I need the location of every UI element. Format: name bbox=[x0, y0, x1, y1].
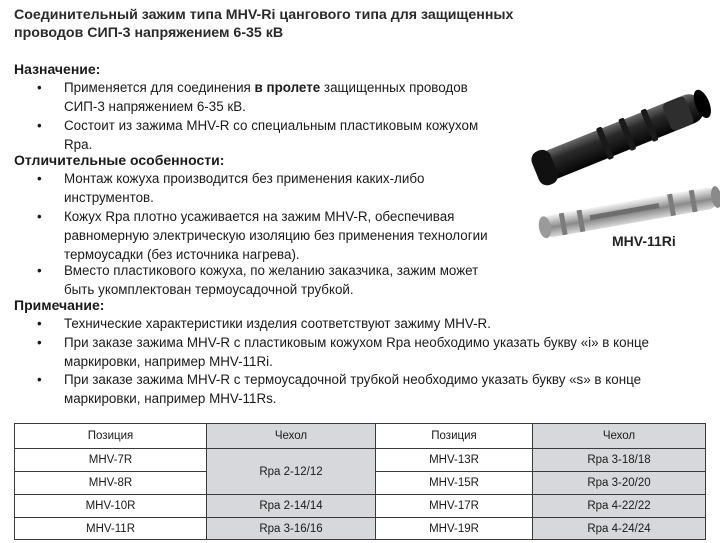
metal-clamp-image bbox=[537, 185, 720, 239]
bullet-glyph: • bbox=[37, 171, 42, 186]
table-cell-position: MHV-17R bbox=[376, 495, 533, 518]
table-cell-position: MHV-7R bbox=[15, 449, 207, 472]
features-item-1 bbox=[64, 169, 424, 207]
features-item-1-line2: инструментов. bbox=[64, 190, 154, 205]
notes-item-1-line1: Технические характеристики изделия соответствуют зажиму MHV-R. bbox=[64, 316, 491, 331]
features-item-3-line1: Вместо пластикового кожуха, по желанию заказчика, зажим может bbox=[64, 263, 479, 278]
table-cell-cover: Rpa 4-22/22 bbox=[533, 495, 705, 518]
table-cell-position: MHV-10R bbox=[15, 495, 207, 518]
table-cell-cover: Rpa 4-24/24 bbox=[533, 518, 705, 539]
product-image bbox=[520, 40, 720, 240]
features-item-1-line1: Монтаж кожуха производится без применения каких-либо bbox=[64, 171, 425, 186]
bullet-glyph: • bbox=[37, 263, 42, 278]
table-cell-cover: Rpa 3-18/18 bbox=[533, 449, 705, 472]
bullet-glyph: • bbox=[37, 372, 42, 387]
notes-heading: Примечание: bbox=[14, 297, 105, 313]
notes-item-3-line2: маркировки, например MHV-11Rs. bbox=[64, 391, 277, 406]
features-item-3 bbox=[64, 261, 478, 299]
purpose-heading: Назначение: bbox=[14, 61, 101, 77]
features-heading: Отличительные особенности: bbox=[14, 152, 225, 168]
bullet-glyph: • bbox=[37, 118, 42, 133]
purpose-item-1-bold: в пролете bbox=[254, 80, 321, 95]
features-item-2-line3: термоусадки (без источника нагрева). bbox=[64, 247, 300, 262]
product-label: MHV-11Ri bbox=[612, 233, 676, 249]
table-header: Позиция bbox=[15, 424, 207, 449]
notes-item-2 bbox=[64, 333, 649, 371]
table-cell-cover: Rpa 2-12/12 bbox=[207, 449, 376, 495]
table-cell-cover: Rpa 2-14/14 bbox=[207, 495, 376, 518]
page-title: Соединительный зажим типа MHV-Ri цангового типа для защищенных проводов СИП-3 напряжением 6-35 кВ bbox=[14, 7, 514, 41]
purpose-item-1-pre: Применяется для соединения bbox=[64, 80, 255, 95]
notes-item-2-line1: При заказе зажима MHV-R с пластиковым кожухом Rpa необходимо указать букву «i» в конце bbox=[64, 335, 649, 350]
notes-item-2-line2: маркировки, например MHV-11Ri. bbox=[64, 354, 273, 369]
purpose-item-1 bbox=[64, 78, 468, 116]
table-cell-position: MHV-15R bbox=[376, 472, 533, 495]
features-item-2-line1: Кожух Rpa плотно усаживается на зажим MHV-R, обеспечивая bbox=[64, 209, 455, 224]
features-item-3-line2: быть укомплектован термоусадочной трубкой. bbox=[64, 282, 354, 297]
purpose-item-2-line1: Состоит из зажима MHV-R со специальным пластиковым кожухом bbox=[64, 118, 479, 133]
purpose-item-2 bbox=[64, 116, 478, 154]
table-cell-position: MHV-13R bbox=[376, 449, 533, 472]
table-header: Чехол bbox=[207, 424, 376, 449]
table-header: Чехол bbox=[533, 424, 705, 449]
table-cell-position: MHV-11R bbox=[15, 518, 207, 539]
covered-clamp-image bbox=[529, 85, 716, 188]
notes-item-3 bbox=[64, 370, 641, 408]
purpose-item-1-line2: СИП-3 напряжением 6-35 кВ. bbox=[64, 99, 246, 114]
bullet-glyph: • bbox=[37, 335, 42, 350]
purpose-item-2-line2: Rpa. bbox=[64, 137, 93, 152]
features-item-2 bbox=[64, 207, 488, 264]
table-cell-position: MHV-19R bbox=[376, 518, 533, 539]
notes-item-1 bbox=[64, 314, 491, 333]
bullet-glyph: • bbox=[37, 209, 42, 224]
table-header: Позиция bbox=[376, 424, 533, 449]
table-cell-cover: Rpa 3-16/16 bbox=[207, 518, 376, 539]
table-cell-cover: Rpa 3-20/20 bbox=[533, 472, 705, 495]
purpose-item-1-post: защищенных проводов bbox=[320, 80, 468, 95]
bullet-glyph: • bbox=[37, 80, 42, 95]
bullet-glyph: • bbox=[37, 316, 42, 331]
notes-item-3-line1: При заказе зажима MHV-R с термоусадочной трубкой необходимо указать букву «s» в конце bbox=[64, 372, 642, 387]
product-table bbox=[14, 423, 706, 540]
table-cell-position: MHV-8R bbox=[15, 472, 207, 495]
features-item-2-line2: равномерную электрическую изоляцию без применения технологии bbox=[64, 228, 488, 243]
